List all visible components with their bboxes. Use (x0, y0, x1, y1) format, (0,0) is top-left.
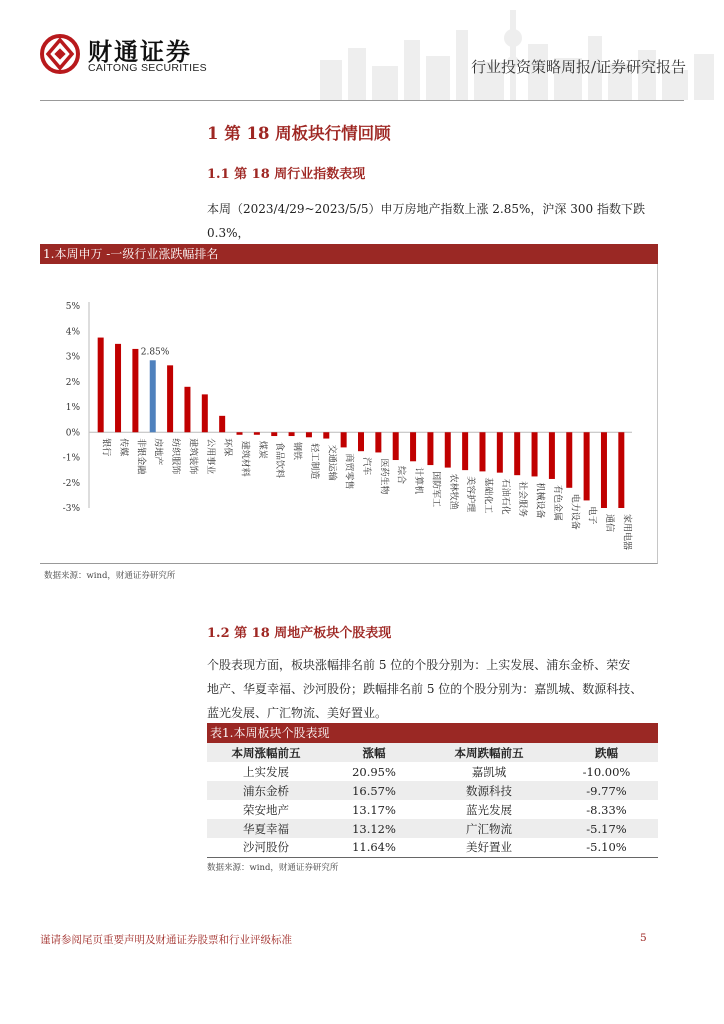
loser-pct: -5.10% (555, 838, 658, 857)
category-label: 电力设备 (569, 493, 580, 530)
table-row (207, 781, 658, 800)
category-label: 汽车 (361, 457, 371, 476)
category-label: 医药生物 (378, 458, 389, 495)
bar (115, 344, 121, 432)
paragraph-line: 蓝光发展、广汇物流、美好置业。 (207, 706, 388, 720)
bar (219, 416, 225, 432)
y-tick-label: 5% (65, 302, 80, 312)
highlight-data-label: 2.85% (140, 347, 170, 358)
category-label: 通信 (603, 514, 614, 533)
category-label: 环保 (222, 438, 233, 457)
industry-bar-chart (40, 264, 658, 564)
gainer-name: 上实发展 (243, 764, 289, 779)
y-tick-label: 0% (65, 428, 80, 439)
bar (150, 360, 156, 432)
bar (601, 432, 607, 508)
skyline-illustration (300, 0, 724, 100)
brand-name-cn: 财通证券 (88, 38, 192, 66)
gainer-name: 浦东金桥 (207, 781, 325, 800)
category-label: 钢铁 (291, 442, 302, 461)
header-top-gainers: 本周涨幅前五 (207, 743, 325, 762)
bar (132, 349, 138, 432)
category-label: 社会服务 (517, 481, 528, 518)
bar (98, 338, 104, 433)
table-source: 数据来源：wind，财通证券研究所 (207, 863, 339, 873)
bar (167, 365, 173, 432)
paragraph-line: 个股表现方面，板块涨幅排名前 5 位的个股分别为：上实发展、浦东金桥、荣安 (207, 658, 631, 672)
category-label: 石油石化 (499, 478, 510, 515)
loser-name: 蓝光发展 (466, 802, 512, 817)
loser-name: 美好置业 (423, 838, 555, 857)
bar (566, 432, 572, 488)
page-number: 5 (640, 932, 647, 944)
gainer-name: 华夏幸福 (207, 819, 325, 838)
category-label: 计算机 (413, 467, 424, 495)
category-label: 轻工制造 (308, 443, 319, 480)
bar (358, 432, 364, 451)
loser-pct: -8.33% (586, 802, 627, 817)
gainer-pct: 13.17% (352, 802, 396, 817)
y-tick-label: 4% (65, 327, 80, 338)
bar (254, 432, 260, 435)
bar (271, 432, 277, 436)
table-row (207, 800, 658, 819)
section-1-2-title: 1.2 第 18 周地产板块个股表现 (207, 626, 392, 641)
page-header (0, 0, 724, 100)
category-label: 综合 (395, 466, 406, 485)
bar (237, 432, 243, 435)
category-label: 机械设备 (534, 482, 545, 519)
section-1-title: 1 第 18 周板块行情回顾 (207, 124, 391, 143)
header-top-losers: 本周跌幅前五 (423, 743, 555, 762)
bar (549, 432, 555, 479)
table-row (207, 838, 658, 857)
gainer-pct: 13.12% (325, 819, 423, 838)
y-tick-label: -2% (62, 478, 80, 489)
loser-pct: -9.77% (555, 781, 658, 800)
bar (514, 432, 520, 475)
bar (445, 432, 451, 467)
category-label: 电子 (586, 506, 597, 525)
stock-performance-paragraph (207, 653, 667, 725)
bar (375, 432, 381, 452)
category-label: 建筑材料 (239, 440, 250, 477)
category-label: 公用事业 (204, 438, 215, 475)
bar (202, 394, 208, 432)
gainer-pct: 16.57% (325, 781, 423, 800)
table-title: 表1.本周板块个股表现 (207, 723, 658, 743)
category-label: 基础化工 (482, 477, 493, 514)
bar (584, 432, 590, 500)
header-divider (40, 100, 684, 101)
category-label: 商贸零售 (343, 453, 354, 490)
bar (410, 432, 416, 461)
section-1-1-title: 1.1 第 18 周行业指数表现 (207, 167, 366, 182)
paragraph-line: 地产、华夏幸福、沙河股份；跌幅排名前 5 位的个股分别为：嘉凯城、数源科技、 (207, 682, 643, 696)
stock-performance-table (207, 743, 658, 858)
bar (341, 432, 347, 447)
loser-pct: -10.00% (582, 764, 631, 779)
caitong-logo-icon (40, 34, 80, 74)
loser-name: 广汇物流 (423, 819, 555, 838)
bar (323, 432, 329, 438)
category-label: 美容护理 (465, 476, 476, 513)
bar (289, 432, 295, 436)
bar (306, 432, 312, 437)
gainer-pct: 20.95% (352, 764, 396, 779)
gainer-name: 荣安地产 (243, 802, 289, 817)
y-tick-label: 3% (65, 352, 80, 363)
y-tick-label: -1% (62, 453, 80, 464)
category-label: 交通运输 (326, 444, 337, 481)
y-tick-label: -3% (62, 504, 80, 514)
brand-name-en: CAITONG SECURITIES (88, 62, 207, 74)
category-label: 有色金属 (551, 484, 562, 521)
category-label: 纺织服饰 (170, 438, 181, 475)
category-label: 国防军工 (430, 471, 441, 508)
loser-pct: -5.17% (555, 819, 658, 838)
category-label: 家用电器 (621, 514, 632, 551)
category-label: 煤炭 (256, 440, 267, 459)
category-label: 农林牧渔 (447, 473, 458, 510)
bar (618, 432, 624, 508)
chart-source: 数据来源：wind，财通证券研究所 (44, 571, 176, 581)
table-row (207, 762, 658, 781)
bar (427, 432, 433, 465)
chart-title: 1.本周申万 -一级行业涨跌幅排名 (40, 244, 658, 264)
paragraph-line: 本周（2023/4/29~2023/5/5）申万房地产指数上涨 2.85%，沪深 300 指数下跌 0.3%， (207, 202, 645, 240)
gainer-name: 沙河股份 (207, 838, 325, 857)
bar (393, 432, 399, 460)
category-label: 房地产 (152, 438, 163, 466)
loser-name: 嘉凯城 (471, 764, 507, 779)
category-label: 食品饮料 (274, 442, 285, 479)
category-label: 建筑装饰 (187, 438, 198, 475)
header-gain: 涨幅 (325, 743, 423, 762)
report-type: 行业投资策略周报/证券研究报告 (470, 58, 686, 76)
bar (184, 387, 190, 432)
category-label: 传媒 (118, 438, 129, 457)
header-loss: 跌幅 (555, 743, 658, 762)
category-label: 银行 (100, 438, 111, 457)
category-label: 非银金融 (135, 438, 146, 475)
table-header-row (207, 743, 658, 762)
bar (479, 432, 485, 471)
gainer-pct: 11.64% (325, 838, 423, 857)
bar (497, 432, 503, 472)
bar (532, 432, 538, 476)
table-row (207, 819, 658, 838)
y-tick-label: 2% (65, 377, 80, 388)
bar (462, 432, 468, 470)
y-tick-label: 1% (65, 403, 80, 413)
loser-name: 数源科技 (423, 781, 555, 800)
footer-disclaimer: 谨请参阅尾页重要声明及财通证券股票和行业评级标准 (40, 934, 292, 946)
